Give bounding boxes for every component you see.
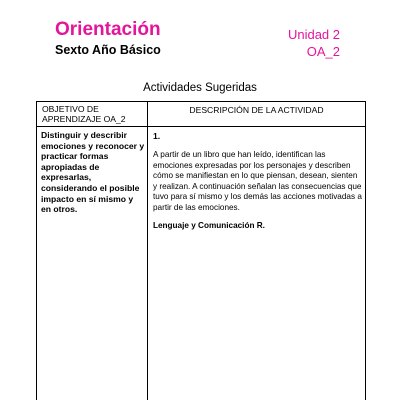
column-divider [147,102,148,400]
activity-description: A partir de un libro que han leído, identifican las emociones expresadas por los personajes y describen cómo se manifiestan en lo que piensan, desean, sienten y realizan. A continuación señalan las consecuencias que tuvo para sí mismo y los demás las acciones motivadas a partir de las emociones. [153,150,362,212]
activity-reference: Lenguaje y Comunicación R. [153,221,265,230]
objective-column-header: OBJETIVO DE APRENDIZAJE OA_2 [42,104,126,124]
activities-table [36,101,366,400]
grade-subtitle: Sexto Año Básico [55,43,161,57]
header-divider [37,126,365,127]
section-title: Actividades Sugeridas [143,82,257,94]
page-title: Orientación [55,19,161,40]
unit-label: Unidad 2 [287,27,340,42]
objective-text: Distinguir y describir emociones y reconocer y practicar formas apropiadas de expresarlas, considerando el posible impacto en sí mismo y en otros. [41,130,145,215]
description-column-header: DESCRIPCIÓN DE LA ACTIVIDAD [189,105,324,115]
activity-number: 1. [153,131,161,141]
oa-code-label: OA_2 [306,44,340,59]
